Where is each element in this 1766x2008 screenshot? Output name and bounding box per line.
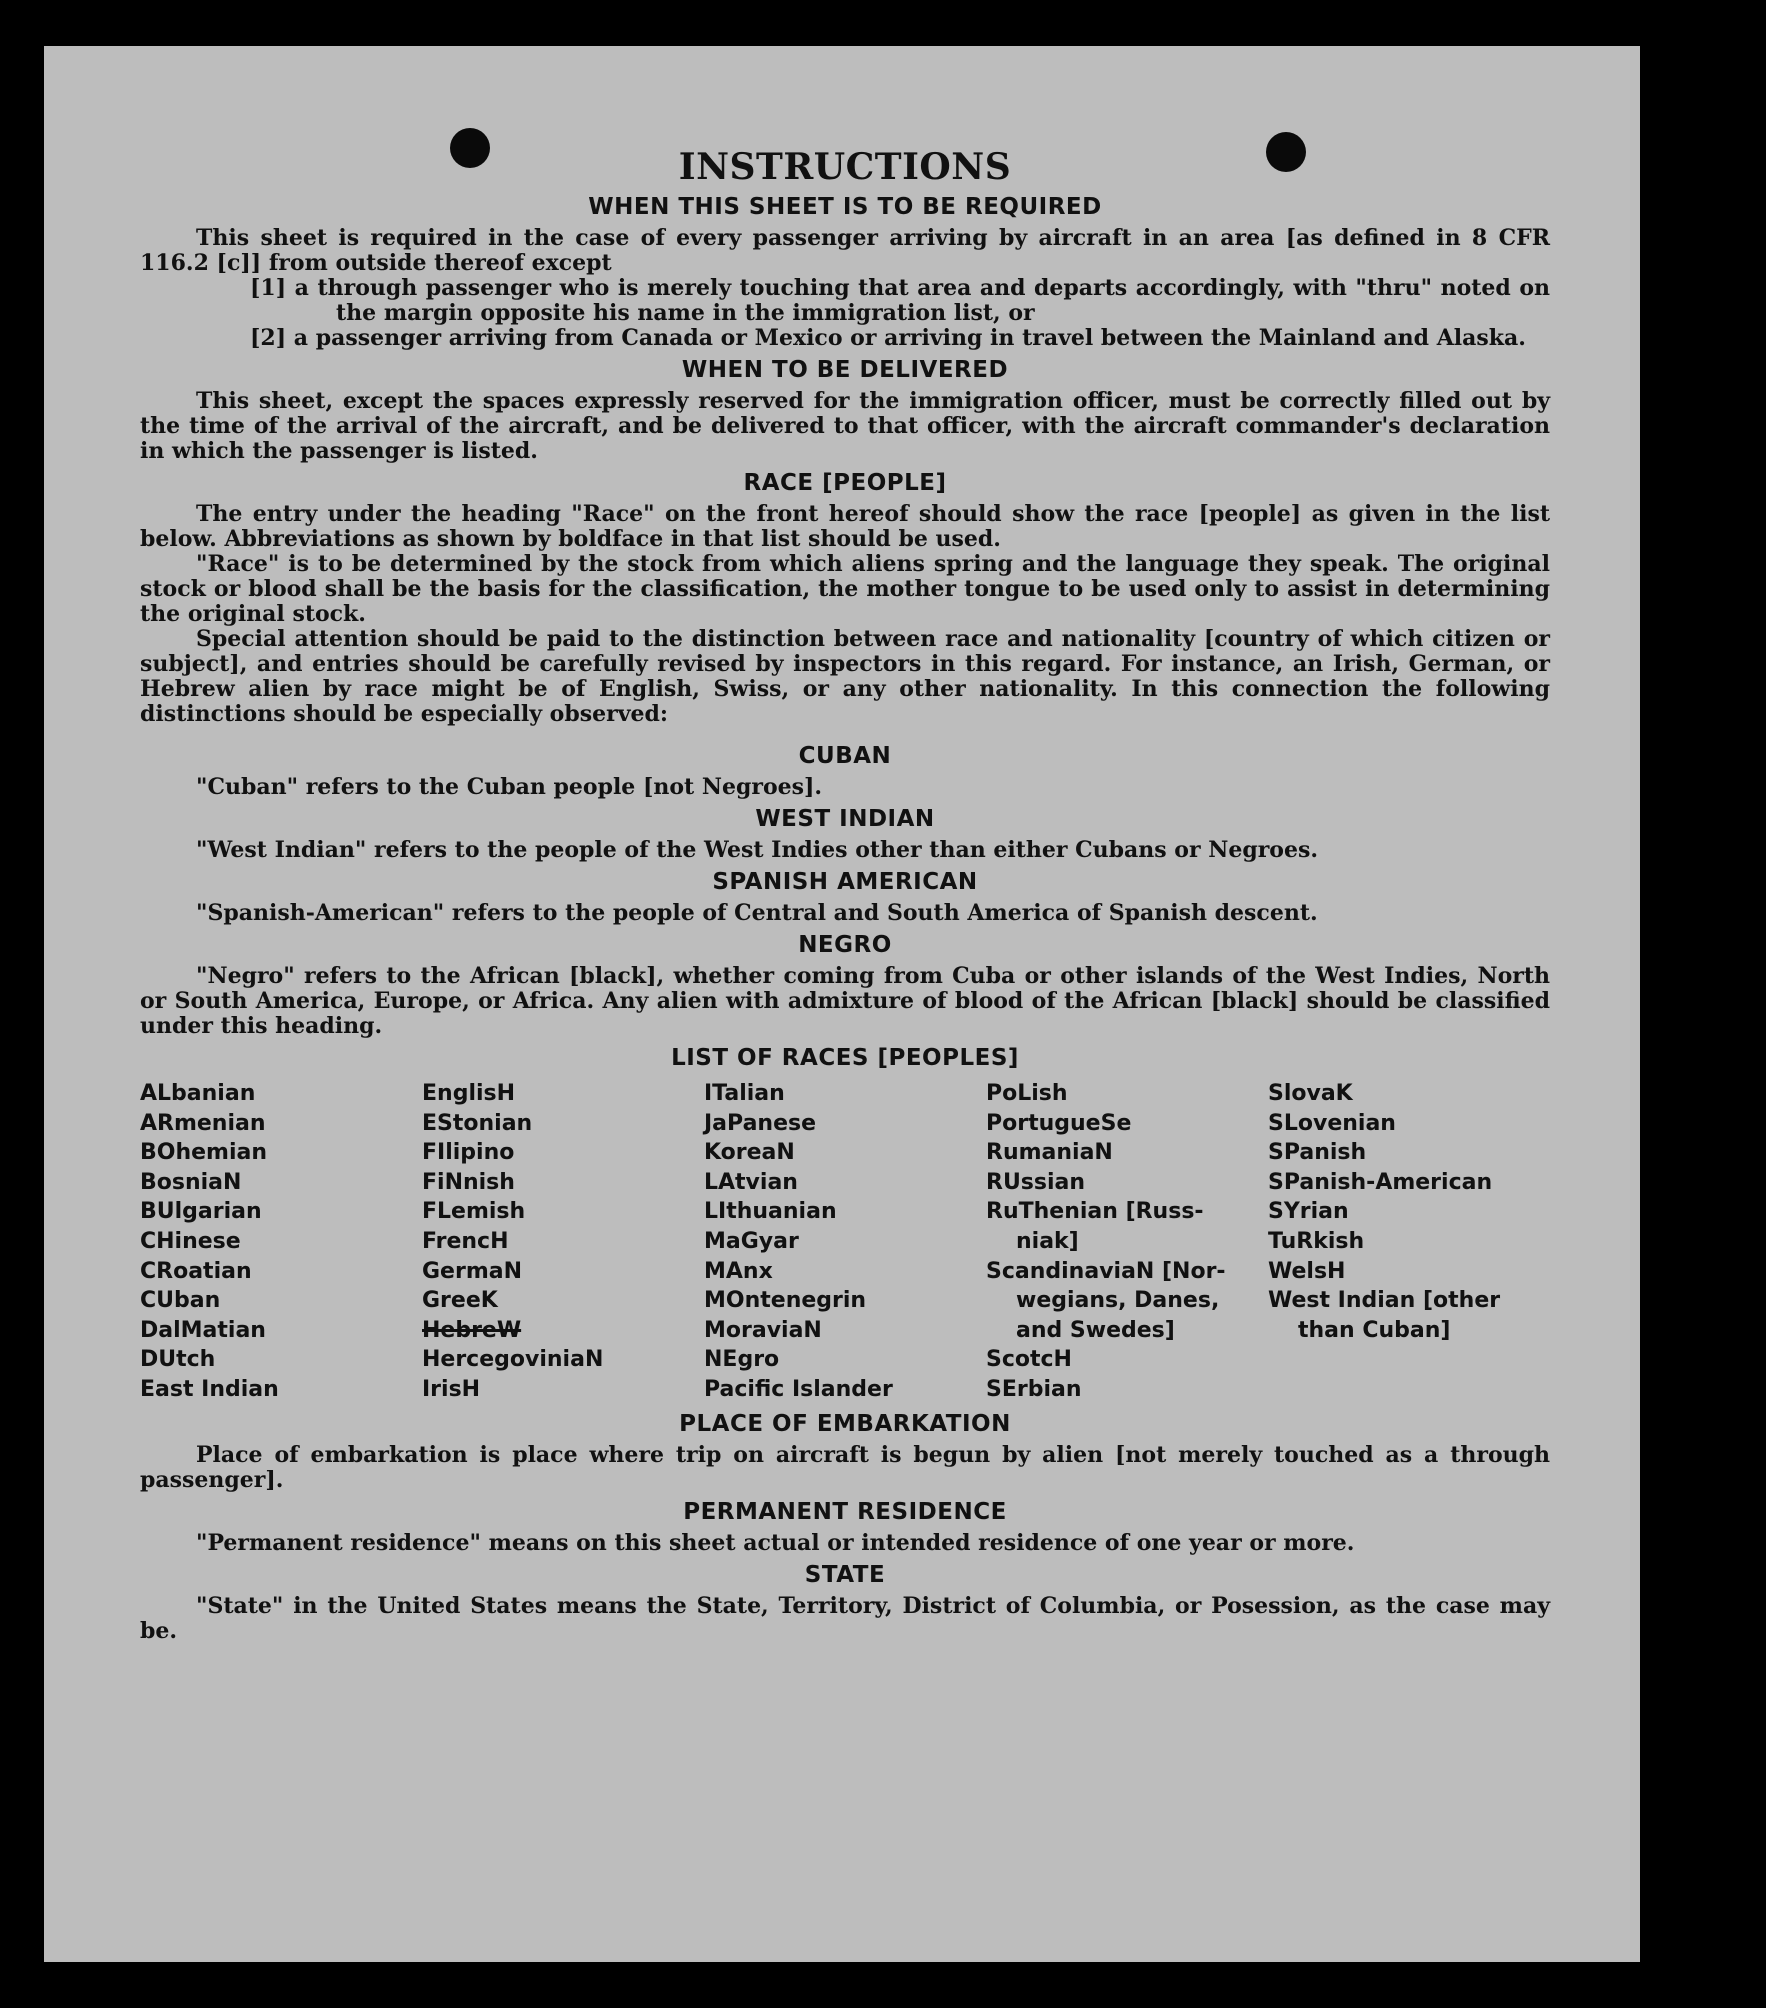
exception-item-2: [2] a passenger arriving from Canada or Mexico or arriving in travel between the Mainland and Alaska. xyxy=(250,325,1526,351)
heading-negro: NEGRO xyxy=(798,932,892,958)
heading-embarkation: PLACE OF EMBARKATION xyxy=(679,1410,1011,1437)
race-item: RUssian xyxy=(986,1169,1086,1195)
para-embarkation: Place of embarkation is place where trip on aircraft is begun by alien [not merely touched as a through passenger]. xyxy=(140,1441,1550,1493)
para-state: "State" in the United States means the State, Territory, District of Columbia, or Posession, as the case may be. xyxy=(140,1592,1550,1644)
heading-spanish-american: SPANISH AMERICAN xyxy=(712,869,978,895)
race-item: FrencH xyxy=(422,1228,509,1254)
race-item: RumaniaN xyxy=(986,1140,1113,1166)
race-item: BOhemian xyxy=(140,1140,268,1166)
instructions-content xyxy=(140,146,1550,1644)
race-column-3 xyxy=(704,1079,986,1405)
exception-item-1: [1] a through passenger who is merely touching that area and departs accordingly, with "thru" noted on the margin opposite his name in the immigration list, or xyxy=(250,275,1550,326)
race-item: DalMatian xyxy=(140,1317,266,1343)
race-item: MOntenegrin xyxy=(704,1288,867,1314)
race-item-continued: wegians, Danes, xyxy=(1016,1288,1220,1314)
race-item: MAnx xyxy=(704,1258,773,1284)
race-item: PoLish xyxy=(986,1081,1068,1106)
para-race-2: "Race" is to be determined by the stock from which aliens spring and the language they speak. The original stock or blood shall be the basis for the classification, the mother tongue to be used only to assist in determining the original stock. xyxy=(140,551,1550,627)
race-column-5 xyxy=(1268,1079,1550,1405)
race-item: RuThenian [Russ- xyxy=(986,1199,1204,1225)
race-item: KoreaN xyxy=(704,1140,795,1166)
para-spanish-american: "Spanish-American" refers to the people of Central and South America of Spanish descent. xyxy=(196,900,1318,926)
race-item: ScotcH xyxy=(986,1347,1072,1373)
race-item: CRoatian xyxy=(140,1258,252,1284)
heading-west-indian: WEST INDIAN xyxy=(755,806,935,832)
document-sheet xyxy=(44,46,1640,1962)
race-item-continued: niak] xyxy=(1016,1228,1079,1254)
race-item: ARmenian xyxy=(140,1110,266,1136)
race-item: East Indian xyxy=(140,1376,279,1402)
race-item: CHinese xyxy=(140,1228,241,1254)
race-item: TuRkish xyxy=(1268,1228,1365,1254)
race-item: IrisH xyxy=(422,1376,481,1402)
para-race-3: Special attention should be paid to the distinction between race and nationality [country of which citizen or subject], and entries should be carefully revised by inspectors in this regard. For instance, an Irish, German, or Hebrew alien by race might be of English, Swiss, or any other nationality. In this connection the following distinctions should be especially observed: xyxy=(140,626,1550,727)
race-item: Pacific Islander xyxy=(704,1376,893,1402)
race-item: ITalian xyxy=(704,1081,785,1106)
race-item: NEgro xyxy=(704,1347,780,1373)
race-item-struck: HebreW xyxy=(422,1317,522,1343)
heading-race: RACE [PEOPLE] xyxy=(743,470,947,496)
race-item: PortugueSe xyxy=(986,1110,1132,1136)
para-cuban: "Cuban" refers to the Cuban people [not Negroes]. xyxy=(196,774,823,800)
race-item: SYrian xyxy=(1268,1199,1349,1225)
race-item: CUban xyxy=(140,1288,221,1314)
race-item-continued: and Swedes] xyxy=(1016,1317,1175,1343)
race-item: SLovenian xyxy=(1268,1110,1396,1136)
race-item: GreeK xyxy=(422,1288,498,1314)
race-item: West Indian [other xyxy=(1268,1288,1501,1314)
race-item: ScandinaviaN [Nor- xyxy=(986,1258,1226,1284)
para-when-delivered: This sheet, except the spaces expressly reserved for the immigration officer, must be correctly filled out by the time of the arrival of the aircraft, and be delivered to that officer, with the aircraft commander's declaration in which the passenger is listed. xyxy=(140,388,1550,464)
race-item: FiNnish xyxy=(422,1169,515,1195)
para-when-required: This sheet is required in the case of every passenger arriving by aircraft in an area [as defined in 8 CFR 116.2 [c]] from outside thereof except xyxy=(140,225,1550,276)
race-item: GermaN xyxy=(422,1258,523,1284)
race-item: SPanish-American xyxy=(1268,1169,1493,1195)
race-item: LAtvian xyxy=(704,1169,798,1195)
race-item: BUlgarian xyxy=(140,1199,262,1225)
race-item: FIlipino xyxy=(422,1140,515,1166)
race-item: JaPanese xyxy=(704,1110,817,1136)
heading-list-of-races: LIST OF RACES [PEOPLES] xyxy=(671,1045,1019,1071)
race-item: BosniaN xyxy=(140,1169,242,1195)
para-permanent-residence: "Permanent residence" means on this sheet actual or intended residence of one year or more. xyxy=(196,1529,1355,1556)
para-negro: "Negro" refers to the African [black], whether coming from Cuba or other islands of the West Indies, North or South America, Europe, or Africa. Any alien with admixture of blood of the African [black] should be classified under this heading. xyxy=(140,963,1550,1039)
race-item: SErbian xyxy=(986,1376,1082,1402)
race-item: LIthuanian xyxy=(704,1199,837,1225)
heading-state: STATE xyxy=(804,1561,886,1588)
race-column-2 xyxy=(422,1079,704,1405)
race-item: MaGyar xyxy=(704,1228,799,1254)
heading-when-delivered: WHEN TO BE DELIVERED xyxy=(681,357,1009,383)
race-item: EnglisH xyxy=(422,1081,516,1106)
race-column-4 xyxy=(986,1079,1268,1405)
race-list xyxy=(140,1079,1550,1405)
race-item: DUtch xyxy=(140,1347,216,1373)
race-item-continued: than Cuban] xyxy=(1298,1317,1451,1343)
race-item: ALbanian xyxy=(140,1081,256,1106)
race-column-1 xyxy=(140,1079,422,1405)
race-item: WelsH xyxy=(1268,1258,1346,1284)
race-item: EStonian xyxy=(422,1110,533,1136)
heading-when-required: WHEN THIS SHEET IS TO BE REQUIRED xyxy=(588,194,1102,220)
para-west-indian: "West Indian" refers to the people of the West Indies other than either Cubans or Negroes. xyxy=(196,837,1319,863)
race-item: FLemish xyxy=(422,1199,526,1225)
race-item: SPanish xyxy=(1268,1140,1367,1166)
para-race-1: The entry under the heading "Race" on the front hereof should show the race [people] as given in the list below. Abbreviations as shown by boldface in that list should be used. xyxy=(140,501,1550,552)
heading-permanent-residence: PERMANENT RESIDENCE xyxy=(683,1498,1007,1525)
race-item: SlovaK xyxy=(1268,1081,1353,1106)
race-item: HercegoviniaN xyxy=(422,1347,604,1373)
race-item: MoraviaN xyxy=(704,1317,822,1343)
page-title: INSTRUCTIONS xyxy=(678,146,1012,188)
heading-cuban: CUBAN xyxy=(798,743,892,769)
